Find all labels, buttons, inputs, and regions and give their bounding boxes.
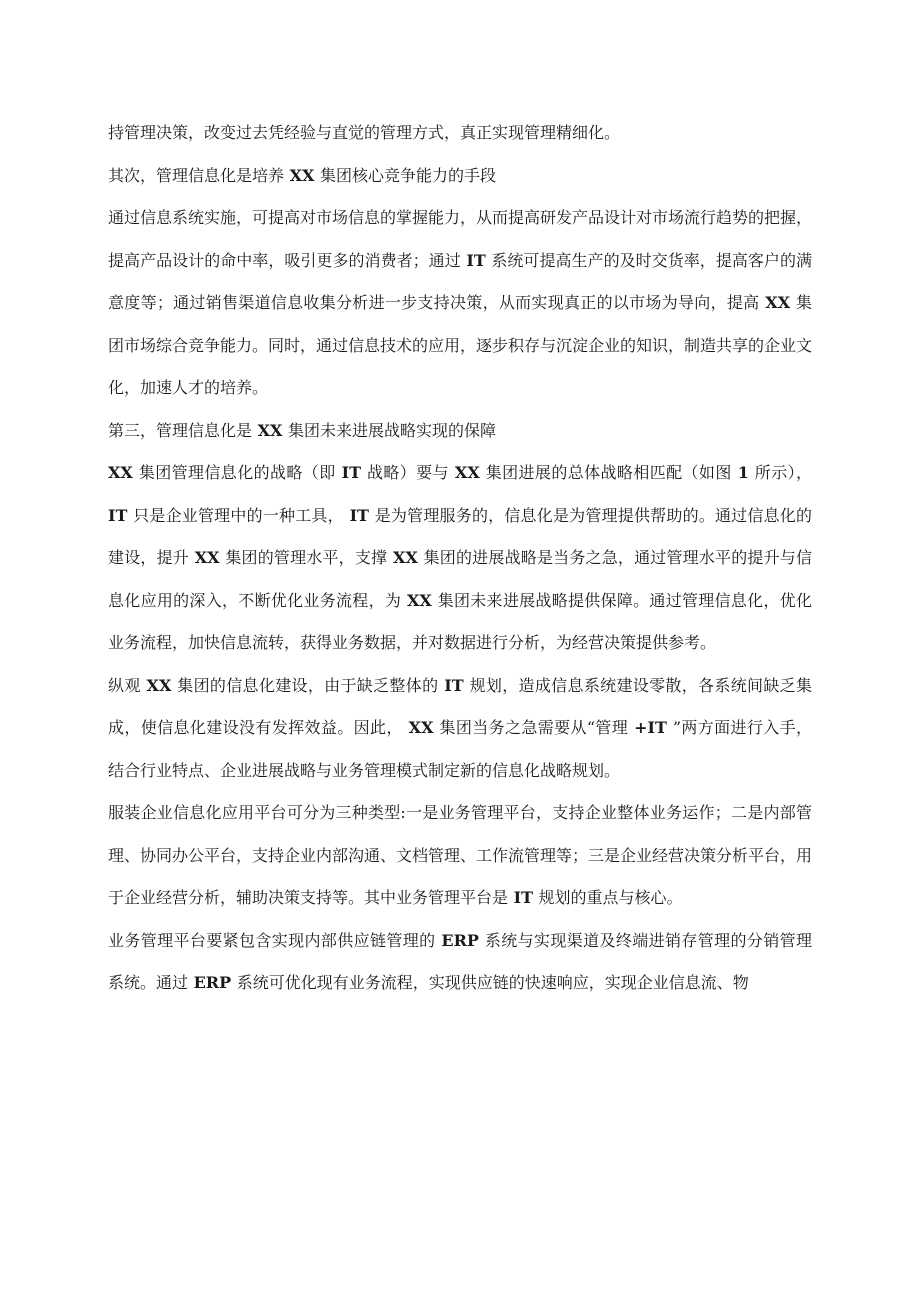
- paragraph-4-heading: 第三，管理信息化是 XX 集团未来进展战略实现的保障: [108, 420, 496, 440]
- latin-term: IT: [438, 675, 470, 695]
- latin-term: XX: [252, 420, 288, 440]
- latin-term: +IT: [628, 718, 673, 737]
- paragraph-3: 通过信息系统实施，可提高对市场信息的掌握能力，从而提高研发产品设计对市场流行趋势的把握，提高产品设计的命中率，吸引更多的消费者；通过 IT 系统可提高生产的及时交货率，提高客户的满意度等；通过销售渠道信息收集分析进一步支持决策，从而实现真正的以市场为导向，提高 XX 集团市场综合竞争能力。同时，通过信息技术的应用，逐步积存与沉淀企业的知识，制造共享的企业文化，加速人才的培养。: [108, 208, 813, 397]
- paragraph-8: 业务管理平台要紧包含实现内部供应链管理的 ERP 系统与实现渠道及终端进销存管理的分销管理系统。通过 ERP 系统可优化现有业务流程，实现供应链的快速响应，实现企业信息流、物: [108, 930, 812, 992]
- latin-term: IT: [460, 250, 492, 270]
- latin-term: XX: [759, 293, 796, 312]
- paragraph-7: 服装企业信息化应用平台可分为三种类型:一是业务管理平台，支持企业整体业务运作；二是内部管理、协同办公平台，支持企业内部沟通、文档管理、工作流管理等；三是企业经营决策分析平台，用于企业经营分析，辅助决策支持等。其中业务管理平台是 IT 规划的重点与核心。: [108, 803, 813, 907]
- paragraph-1: 持管理决策，改变过去凭经验与直觉的管理方式，真正实现管理精细化。: [108, 123, 621, 142]
- latin-term: 1: [731, 463, 755, 482]
- latin-term: XX: [402, 718, 440, 737]
- document-page: [108, 112, 812, 1005]
- latin-term: XX: [108, 463, 139, 482]
- latin-term: XX: [188, 548, 226, 567]
- latin-term: XX: [387, 548, 424, 567]
- paragraph-6: 纵观 XX 集团的信息化建设，由于缺乏整体的 IT 规划，造成信息系统建设零散，各系统间缺乏集成，使信息化建设没有发挥效益。因此， XX 集团当务之急需要从“管理 +IT ”两方面进行入手，结合行业特点、企业进展战略与业务管理模式制定新的信息化战略规划。: [108, 675, 812, 780]
- latin-term: XX: [448, 463, 486, 482]
- paragraph-5: XX 集团管理信息化的战略（即 IT 战略）要与 XX 集团进展的总体战略相匹配（如图 1 所示）， IT 只是企业管理中的一种工具， IT 是为管理服务的，信息化是为管理提供帮助的。通过信息化的建设，提升 XX 集团的管理水平，支撑 XX 集团的进展战略是当务之急，通过管理水平的提升与信息化应用的深入，不断优化业务流程，为 XX 集团未来进展战略提供保障。通过管理信息化，优化业务流程，加快信息流转，获得业务数据，并对数据进行分析，为经营决策提供参考。: [108, 463, 812, 652]
- latin-term: ERP: [188, 973, 237, 992]
- latin-term: XX: [284, 165, 320, 185]
- latin-term: IT: [508, 888, 539, 907]
- latin-term: IT: [335, 463, 367, 482]
- latin-term: XX: [401, 590, 438, 610]
- latin-term: ERP: [435, 930, 485, 950]
- latin-term: IT: [108, 505, 134, 525]
- paragraph-2-heading: 其次，管理信息化是培养 XX 集团核心竞争能力的手段: [108, 165, 496, 185]
- latin-term: IT: [343, 505, 375, 525]
- latin-term: XX: [140, 675, 178, 695]
